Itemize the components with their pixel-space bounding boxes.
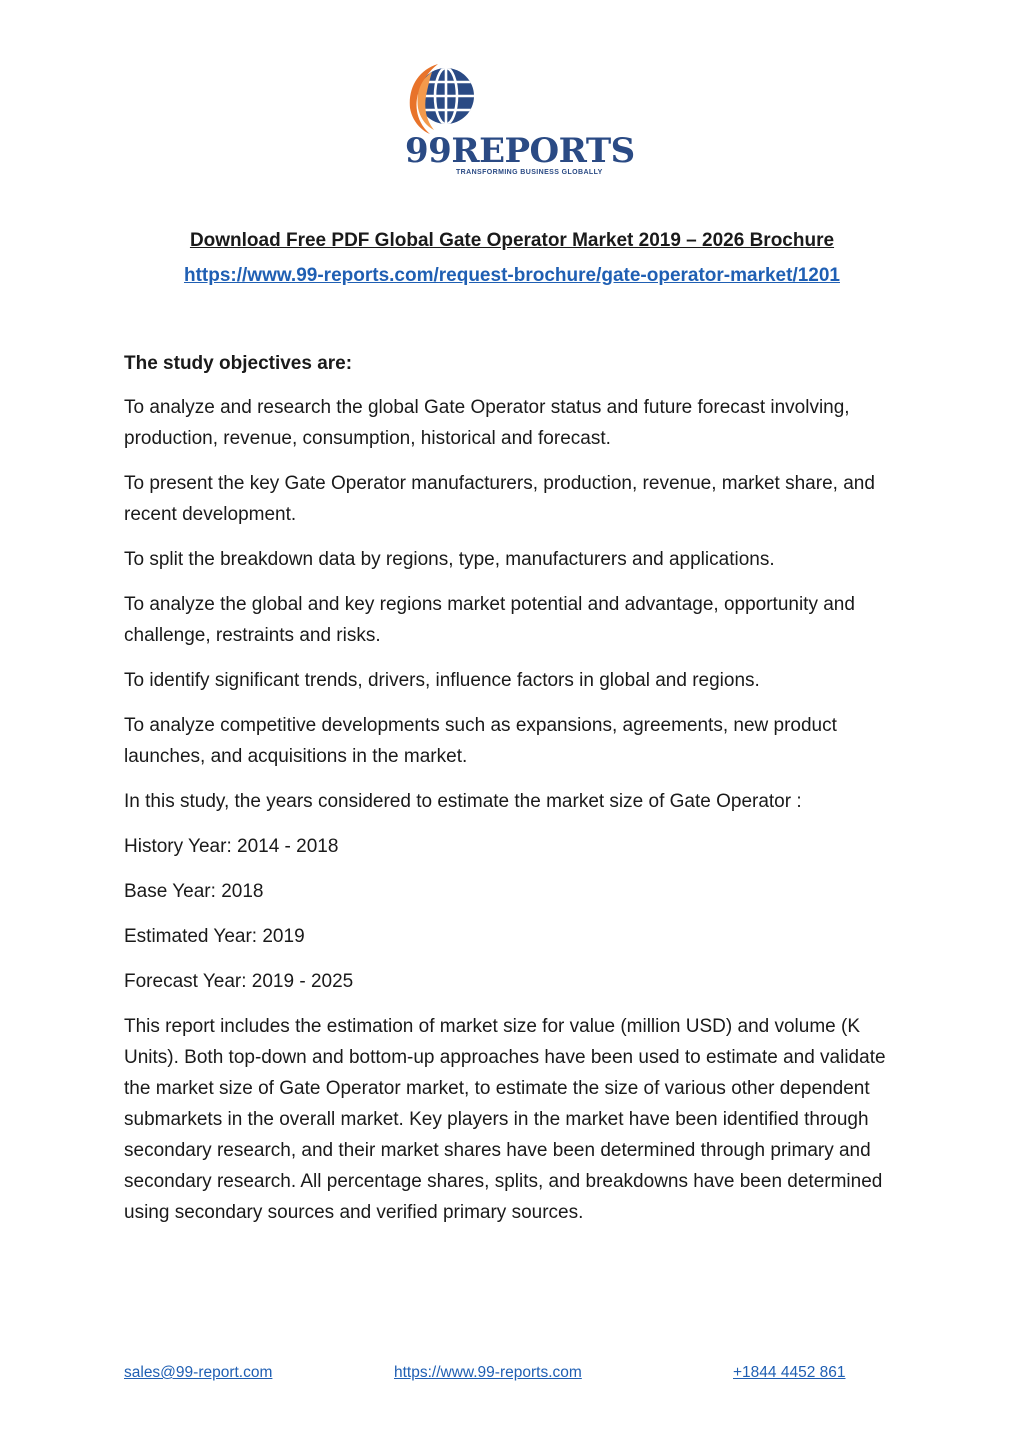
paragraph: To present the key Gate Operator manufacturers, production, revenue, market share, and recent development. <box>124 473 875 525</box>
paragraph: To analyze the global and key regions market potential and advantage, opportunity and challenge, restraints and risks. <box>124 594 855 646</box>
paragraph: To analyze and research the global Gate Operator status and future forecast involving, production, revenue, consumption, historical and forecast. <box>124 397 850 449</box>
paragraph: To split the breakdown data by regions, type, manufacturers and applications. <box>124 549 775 570</box>
brochure-link[interactable]: https://www.99-reports.com/request-brochure/gate-operator-market/1201 <box>183 265 840 286</box>
base-year: Base Year: 2018 <box>124 881 264 902</box>
logo-wordmark: 99REPORTS <box>405 131 635 171</box>
section-heading: The study objectives are: <box>124 353 353 374</box>
company-logo <box>400 58 635 184</box>
forecast-year: Forecast Year: 2019 - 2025 <box>124 971 354 992</box>
paragraph: To identify significant trends, drivers, influence factors in global and regions. <box>124 670 760 691</box>
footer-website-link[interactable]: https://www.99-reports.com <box>394 1364 582 1381</box>
logo-tagline: TRANSFORMING BUSINESS GLOBALLY <box>456 169 603 176</box>
paragraph: To analyze competitive developments such as expansions, agreements, new product launches, and acquisitions in the market. <box>124 715 837 767</box>
estimated-year: Estimated Year: 2019 <box>124 926 305 947</box>
study-objectives-section <box>124 350 904 1242</box>
download-title: Download Free PDF Global Gate Operator Market 2019 – 2026 Brochure <box>189 230 835 251</box>
history-year: History Year: 2014 - 2018 <box>124 836 339 857</box>
globe-logo-icon <box>400 58 624 138</box>
footer-phone-link[interactable]: +1844 4452 861 <box>733 1364 846 1381</box>
paragraph: In this study, the years considered to estimate the market size of Gate Operator : <box>124 791 802 812</box>
paragraph: This report includes the estimation of market size for value (million USD) and volume (K Units). Both top-down and bottom-up approaches have been used to estimate and validate the market size of Gate Operator market, to estimate the size of various other dependent submarkets in the overall market. Key players in the market have been identified through secondary research, and their market shares have been determined through primary and secondary research. All percentage shares, splits, and breakdowns have been determined using secondary sources and verified primary sources. <box>124 1016 886 1223</box>
footer-email-link[interactable]: sales@99-report.com <box>124 1364 273 1381</box>
